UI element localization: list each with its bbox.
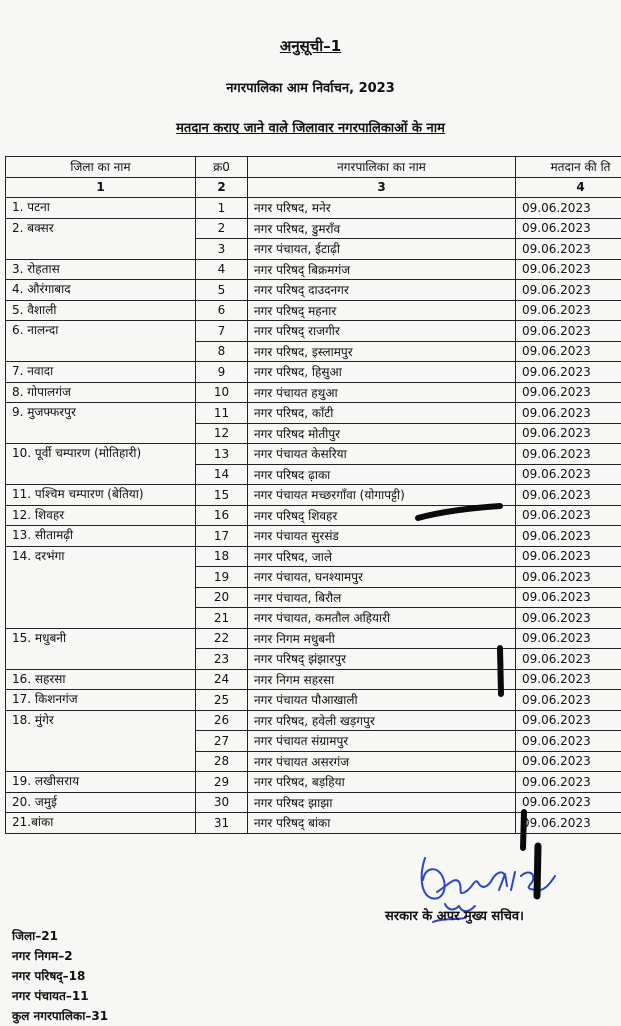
serial-number: 17 bbox=[196, 526, 248, 547]
district-name: 11. पश्चिम चम्पारण (बेतिया) bbox=[6, 485, 196, 506]
signature-area bbox=[385, 846, 621, 946]
district-name: 7. नवादा bbox=[6, 362, 196, 383]
municipality-name: नगर परिषद् झंझारपुर bbox=[248, 649, 516, 670]
serial-number: 10 bbox=[196, 382, 248, 403]
district-name: 1. पटना bbox=[6, 198, 196, 219]
polling-date: 09.06.2023 bbox=[516, 198, 621, 219]
polling-date: 09.06.2023 bbox=[516, 813, 621, 834]
polling-date: 09.06.2023 bbox=[516, 751, 621, 772]
table-row bbox=[6, 526, 621, 547]
municipality-name: नगर निगम मधुबनी bbox=[248, 628, 516, 649]
table-caption: मतदान कराए जाने वाले जिलावार नगरपालिकाओं के नाम bbox=[0, 118, 621, 136]
polling-date: 09.06.2023 bbox=[516, 567, 621, 588]
municipality-name: नगर पंचायत मच्छरगाँवा (योगापट्टी) bbox=[248, 485, 516, 506]
table-row bbox=[6, 772, 621, 793]
municipality-name: नगर परिषद, काँटी bbox=[248, 403, 516, 424]
district-name: 15. मधुबनी bbox=[6, 628, 196, 669]
column-number-row bbox=[6, 177, 621, 198]
district-name: 3. रोहतास bbox=[6, 259, 196, 280]
table-row bbox=[6, 198, 621, 219]
municipality-name: नगर निगम सहरसा bbox=[248, 669, 516, 690]
polling-date: 09.06.2023 bbox=[516, 218, 621, 239]
serial-number: 5 bbox=[196, 280, 248, 301]
col-header-date: मतदान की ति bbox=[516, 157, 621, 178]
serial-number: 19 bbox=[196, 567, 248, 588]
serial-number: 1 bbox=[196, 198, 248, 219]
polling-date: 09.06.2023 bbox=[516, 321, 621, 342]
table-row bbox=[6, 280, 621, 301]
polling-date: 09.06.2023 bbox=[516, 526, 621, 547]
municipality-name: नगर परिषद ढ़ाका bbox=[248, 464, 516, 485]
municipality-name: नगर परिषद् बिक्रमगंज bbox=[248, 259, 516, 280]
table-row bbox=[6, 690, 621, 711]
summary-block bbox=[12, 926, 108, 1026]
polling-date: 09.06.2023 bbox=[516, 628, 621, 649]
municipality-name: नगर पंचायत सुरसंड bbox=[248, 526, 516, 547]
serial-number: 3 bbox=[196, 239, 248, 260]
polling-date: 09.06.2023 bbox=[516, 464, 621, 485]
election-title: नगरपालिका आम निर्वाचन, 2023 bbox=[0, 78, 621, 96]
col-header-district: जिला का नाम bbox=[6, 157, 196, 178]
serial-number: 15 bbox=[196, 485, 248, 506]
polling-date: 09.06.2023 bbox=[516, 772, 621, 793]
summary-corporations: नगर निगम–2 bbox=[12, 946, 108, 966]
serial-number: 26 bbox=[196, 710, 248, 731]
district-name: 10. पूर्वी चम्पारण (मोतिहारी) bbox=[6, 444, 196, 485]
district-name: 17. किशनगंज bbox=[6, 690, 196, 711]
municipality-name: नगर परिषद, हिसुआ bbox=[248, 362, 516, 383]
serial-number: 24 bbox=[196, 669, 248, 690]
municipality-name: नगर परिषद् महनार bbox=[248, 300, 516, 321]
municipality-name: नगर परिषद झाझा bbox=[248, 792, 516, 813]
serial-number: 28 bbox=[196, 751, 248, 772]
district-name: 18. मुंगेर bbox=[6, 710, 196, 772]
polling-date: 09.06.2023 bbox=[516, 546, 621, 567]
table-row bbox=[6, 505, 621, 526]
table-row bbox=[6, 259, 621, 280]
serial-number: 7 bbox=[196, 321, 248, 342]
summary-total: कुल नगरपालिका–31 bbox=[12, 1006, 108, 1026]
serial-number: 13 bbox=[196, 444, 248, 465]
handwritten-signature bbox=[385, 846, 621, 946]
table-body bbox=[6, 198, 621, 834]
municipality-name: नगर परिषद, डुमराँव bbox=[248, 218, 516, 239]
polling-date: 09.06.2023 bbox=[516, 792, 621, 813]
table-row bbox=[6, 444, 621, 465]
polling-date: 09.06.2023 bbox=[516, 362, 621, 383]
serial-number: 11 bbox=[196, 403, 248, 424]
col-number-1: 1 bbox=[6, 177, 196, 198]
municipality-name: नगर पंचायत, कमतौल अहियारी bbox=[248, 608, 516, 629]
serial-number: 20 bbox=[196, 587, 248, 608]
col-number-2: 2 bbox=[196, 177, 248, 198]
municipality-name: नगर परिषद, मनेर bbox=[248, 198, 516, 219]
municipality-name: नगर परिषद, हवेली खड़गपुर bbox=[248, 710, 516, 731]
table-row bbox=[6, 218, 621, 239]
municipality-name: नगर पंचायत, ईटाढ़ी bbox=[248, 239, 516, 260]
district-name: 2. बक्सर bbox=[6, 218, 196, 259]
serial-number: 23 bbox=[196, 649, 248, 670]
municipality-schedule-table bbox=[5, 156, 621, 834]
polling-date: 09.06.2023 bbox=[516, 669, 621, 690]
serial-number: 30 bbox=[196, 792, 248, 813]
serial-number: 2 bbox=[196, 218, 248, 239]
municipality-name: नगर पंचायत संग्रामपुर bbox=[248, 731, 516, 752]
polling-date: 09.06.2023 bbox=[516, 423, 621, 444]
polling-date: 09.06.2023 bbox=[516, 239, 621, 260]
table-row bbox=[6, 669, 621, 690]
table-row bbox=[6, 321, 621, 342]
municipality-name: नगर परिषद, जाले bbox=[248, 546, 516, 567]
polling-date: 09.06.2023 bbox=[516, 710, 621, 731]
table-row bbox=[6, 710, 621, 731]
polling-date: 09.06.2023 bbox=[516, 587, 621, 608]
serial-number: 22 bbox=[196, 628, 248, 649]
municipality-name: नगर परिषद् बांका bbox=[248, 813, 516, 834]
serial-number: 27 bbox=[196, 731, 248, 752]
col-header-municipality: नगरपालिका का नाम bbox=[248, 157, 516, 178]
serial-number: 31 bbox=[196, 813, 248, 834]
district-name: 4. औरंगाबाद bbox=[6, 280, 196, 301]
polling-date: 09.06.2023 bbox=[516, 444, 621, 465]
district-name: 12. शिवहर bbox=[6, 505, 196, 526]
district-name: 16. सहरसा bbox=[6, 669, 196, 690]
municipality-name: नगर परिषद मोतीपुर bbox=[248, 423, 516, 444]
polling-date: 09.06.2023 bbox=[516, 608, 621, 629]
district-name: 9. मुजफ्फरपुर bbox=[6, 403, 196, 444]
polling-date: 09.06.2023 bbox=[516, 690, 621, 711]
municipality-name: नगर परिषद, बड़हिया bbox=[248, 772, 516, 793]
polling-date: 09.06.2023 bbox=[516, 403, 621, 424]
polling-date: 09.06.2023 bbox=[516, 649, 621, 670]
district-name: 14. दरभंगा bbox=[6, 546, 196, 628]
summary-panchayats: नगर पंचायत–11 bbox=[12, 986, 108, 1006]
district-name: 21.बांका bbox=[6, 813, 196, 834]
table-row bbox=[6, 792, 621, 813]
serial-number: 29 bbox=[196, 772, 248, 793]
municipality-name: नगर पंचायत, घनश्यामपुर bbox=[248, 567, 516, 588]
table-row bbox=[6, 485, 621, 506]
col-header-sn: क्र0 bbox=[196, 157, 248, 178]
polling-date: 09.06.2023 bbox=[516, 300, 621, 321]
serial-number: 18 bbox=[196, 546, 248, 567]
summary-councils: नगर परिषद्–18 bbox=[12, 966, 108, 986]
col-number-3: 3 bbox=[248, 177, 516, 198]
serial-number: 16 bbox=[196, 505, 248, 526]
municipality-name: नगर परिषद् राजगीर bbox=[248, 321, 516, 342]
table-row bbox=[6, 546, 621, 567]
col-number-4: 4 bbox=[516, 177, 621, 198]
municipality-name: नगर पंचायत असरगंज bbox=[248, 751, 516, 772]
table-row bbox=[6, 300, 621, 321]
polling-date: 09.06.2023 bbox=[516, 485, 621, 506]
municipality-name: नगर परिषद, इस्लामपुर bbox=[248, 341, 516, 362]
municipality-name: नगर पंचायत पौआखाली bbox=[248, 690, 516, 711]
polling-date: 09.06.2023 bbox=[516, 280, 621, 301]
municipality-name: नगर परिषद् दाउदनगर bbox=[248, 280, 516, 301]
serial-number: 9 bbox=[196, 362, 248, 383]
polling-date: 09.06.2023 bbox=[516, 259, 621, 280]
serial-number: 25 bbox=[196, 690, 248, 711]
serial-number: 21 bbox=[196, 608, 248, 629]
polling-date: 09.06.2023 bbox=[516, 731, 621, 752]
district-name: 19. लखीसराय bbox=[6, 772, 196, 793]
serial-number: 4 bbox=[196, 259, 248, 280]
polling-date: 09.06.2023 bbox=[516, 341, 621, 362]
schedule-title: अनुसूची–1 bbox=[0, 36, 621, 56]
polling-date: 09.06.2023 bbox=[516, 505, 621, 526]
table-row bbox=[6, 382, 621, 403]
designation: सरकार के अपर मुख्य सचिव। bbox=[385, 906, 524, 924]
table-row bbox=[6, 362, 621, 383]
serial-number: 14 bbox=[196, 464, 248, 485]
district-name: 5. वैशाली bbox=[6, 300, 196, 321]
district-name: 13. सीतामढ़ी bbox=[6, 526, 196, 547]
polling-date: 09.06.2023 bbox=[516, 382, 621, 403]
serial-number: 6 bbox=[196, 300, 248, 321]
column-header-row bbox=[6, 157, 621, 178]
municipality-name: नगर परिषद् शिवहर bbox=[248, 505, 516, 526]
table-row bbox=[6, 628, 621, 649]
municipality-name: नगर पंचायत, बिरौल bbox=[248, 587, 516, 608]
serial-number: 12 bbox=[196, 423, 248, 444]
municipality-name: नगर पंचायत हथुआ bbox=[248, 382, 516, 403]
district-name: 6. नालन्दा bbox=[6, 321, 196, 362]
municipality-name: नगर पंचायत केसरिया bbox=[248, 444, 516, 465]
table-row bbox=[6, 813, 621, 834]
district-name: 8. गोपालगंज bbox=[6, 382, 196, 403]
table-row bbox=[6, 403, 621, 424]
serial-number: 8 bbox=[196, 341, 248, 362]
district-name: 20. जमुई bbox=[6, 792, 196, 813]
summary-districts: जिला–21 bbox=[12, 926, 108, 946]
